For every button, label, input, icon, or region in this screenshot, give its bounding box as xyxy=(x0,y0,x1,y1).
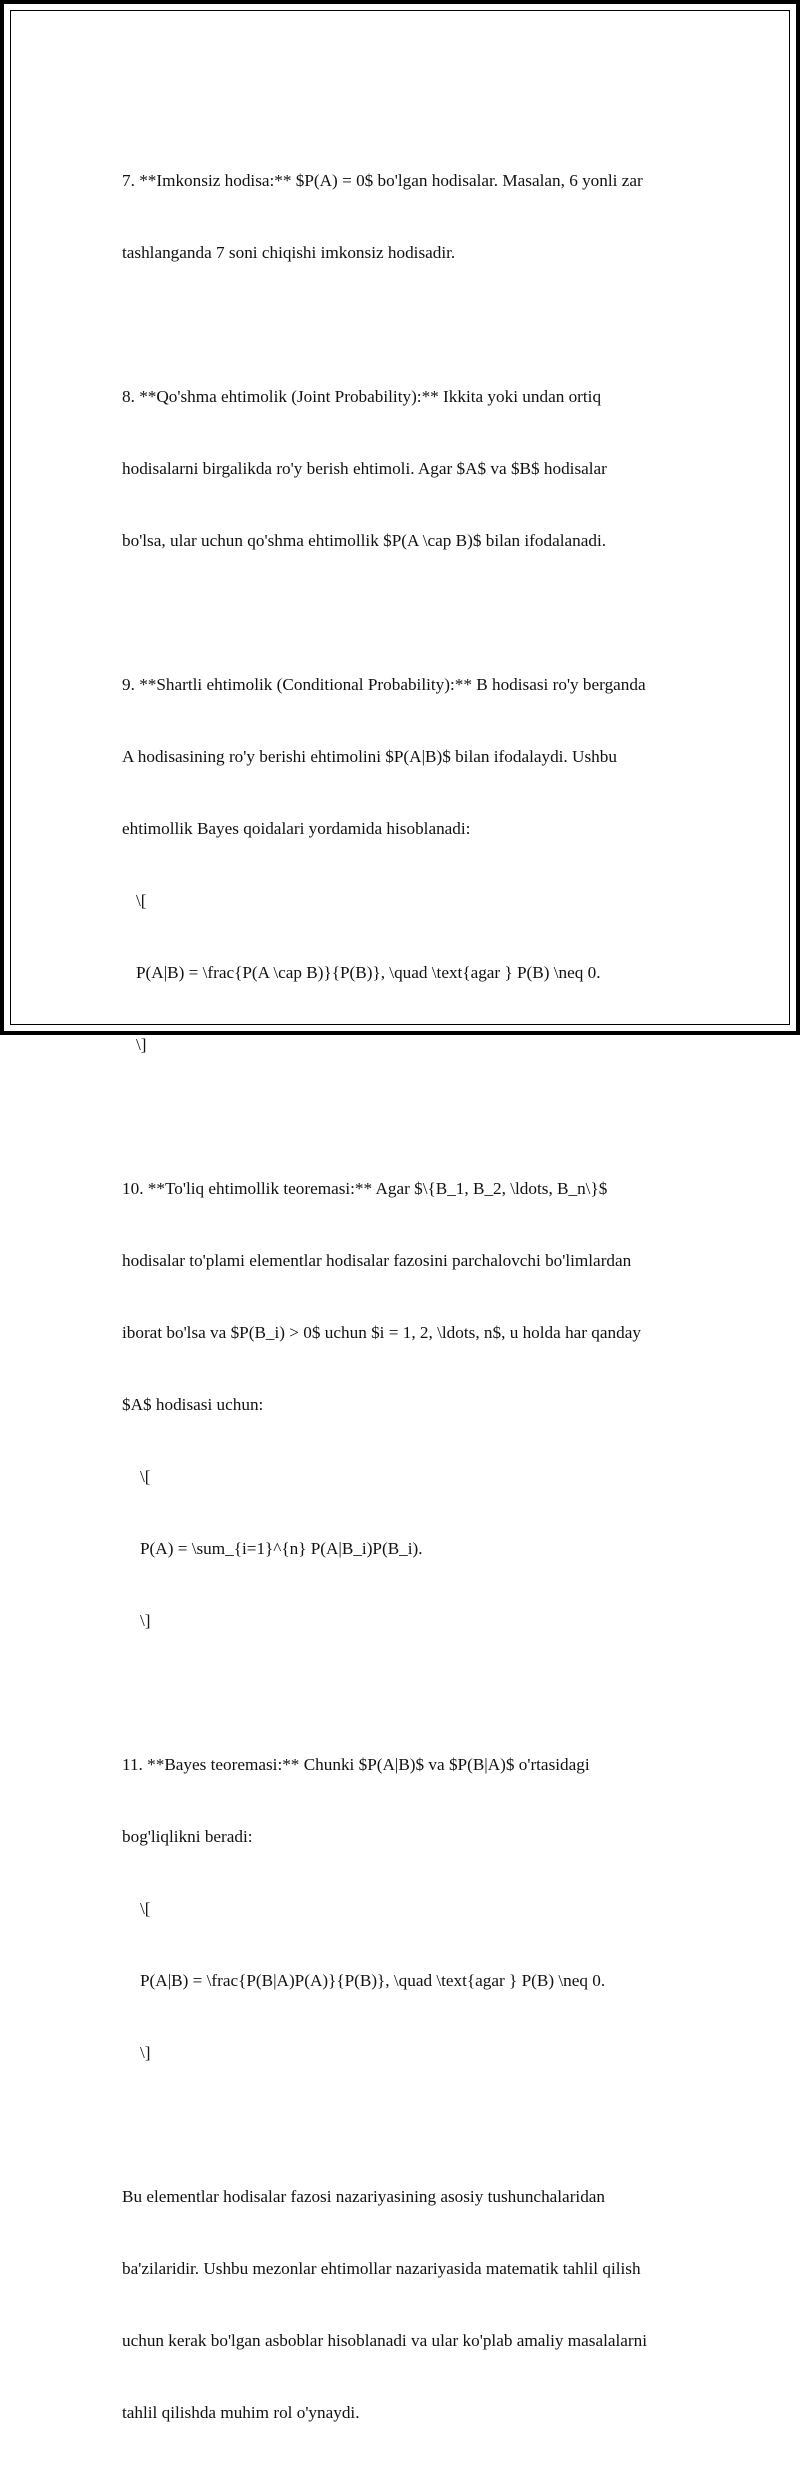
text-line: Bu elementlar hodisalar fazosi nazariyasining asosiy tushunchalaridan xyxy=(122,2187,606,2206)
text-line: $A$ hodisasi uchun: xyxy=(122,1395,264,1414)
conclusion-paragraph xyxy=(122,2137,702,2473)
text-line: tashlanganda 7 soni chiqishi imkonsiz hodisadir. xyxy=(122,243,456,262)
formula-line: \[ xyxy=(140,1467,151,1486)
text-line: iborat bo'lsa va $P(B_i) > 0$ uchun $i = 1, 2, \ldots, n$, u holda har qanday xyxy=(122,1323,641,1342)
text-line: A hodisasining ro'y berishi ehtimolini $P(A|B)$ bilan ifodalaydi. Ushbu xyxy=(122,747,617,766)
formula-line: \[ xyxy=(136,891,147,910)
text-line: bog'liqlikni beradi: xyxy=(122,1827,253,1846)
text-line: 7. **Imkonsiz hodisa:** $P(A) = 0$ bo'lgan hodisalar. Masalan, 6 yonli zar xyxy=(122,171,643,190)
text-line: ba'zilaridir. Ushbu mezonlar ehtimollar nazariyasida matematik tahlil qilish xyxy=(122,2259,641,2278)
formula-line: \] xyxy=(140,1611,151,1630)
text-line: hodisalarni birgalikda ro'y berish ehtimoli. Agar $A$ va $B$ hodisalar xyxy=(122,459,607,478)
formula-line: \] xyxy=(140,2043,151,2062)
document-body xyxy=(122,121,702,2473)
formula-line: \] xyxy=(136,1035,147,1054)
item-7-impossible-event xyxy=(122,121,702,313)
formula-line: \[ xyxy=(140,1899,151,1918)
item-9-conditional-probability xyxy=(122,625,702,1105)
text-line: tahlil qilishda muhim rol o'ynaydi. xyxy=(122,2403,360,2422)
formula-line: P(A|B) = \frac{P(B|A)P(A)}{P(B)}, \quad \text{agar } P(B) \neq 0. xyxy=(140,1971,606,1990)
text-line: uchun kerak bo'lgan asboblar hisoblanadi va ular ko'plab amaliy masalalarni xyxy=(122,2331,647,2350)
item-8-joint-probability xyxy=(122,337,702,601)
text-line: ehtimollik Bayes qoidalari yordamida hisoblanadi: xyxy=(122,819,471,838)
text-line: 11. **Bayes teoremasi:** Chunki $P(A|B)$ va $P(B|A)$ o'rtasidagi xyxy=(122,1755,590,1774)
item-10-total-probability xyxy=(122,1129,702,1681)
text-line: 8. **Qo'shma ehtimolik (Joint Probability):** Ikkita yoki undan ortiq xyxy=(122,387,602,406)
item-11-bayes-theorem xyxy=(122,1705,702,2113)
text-line: bo'lsa, ular uchun qo'shma ehtimollik $P(A \cap B)$ bilan ifodalanadi. xyxy=(122,531,607,550)
text-line: 10. **To'liq ehtimollik teoremasi:** Agar $\{B_1, B_2, \ldots, B_n\}$ xyxy=(122,1179,608,1198)
formula-line: P(A) = \sum_{i=1}^{n} P(A|B_i)P(B_i). xyxy=(140,1539,423,1558)
formula-line: P(A|B) = \frac{P(A \cap B)}{P(B)}, \quad \text{agar } P(B) \neq 0. xyxy=(136,963,601,982)
text-line: hodisalar to'plami elementlar hodisalar fazosini parchalovchi bo'limlardan xyxy=(122,1251,632,1270)
text-line: 9. **Shartli ehtimolik (Conditional Probability):** B hodisasi ro'y berganda xyxy=(122,675,646,694)
